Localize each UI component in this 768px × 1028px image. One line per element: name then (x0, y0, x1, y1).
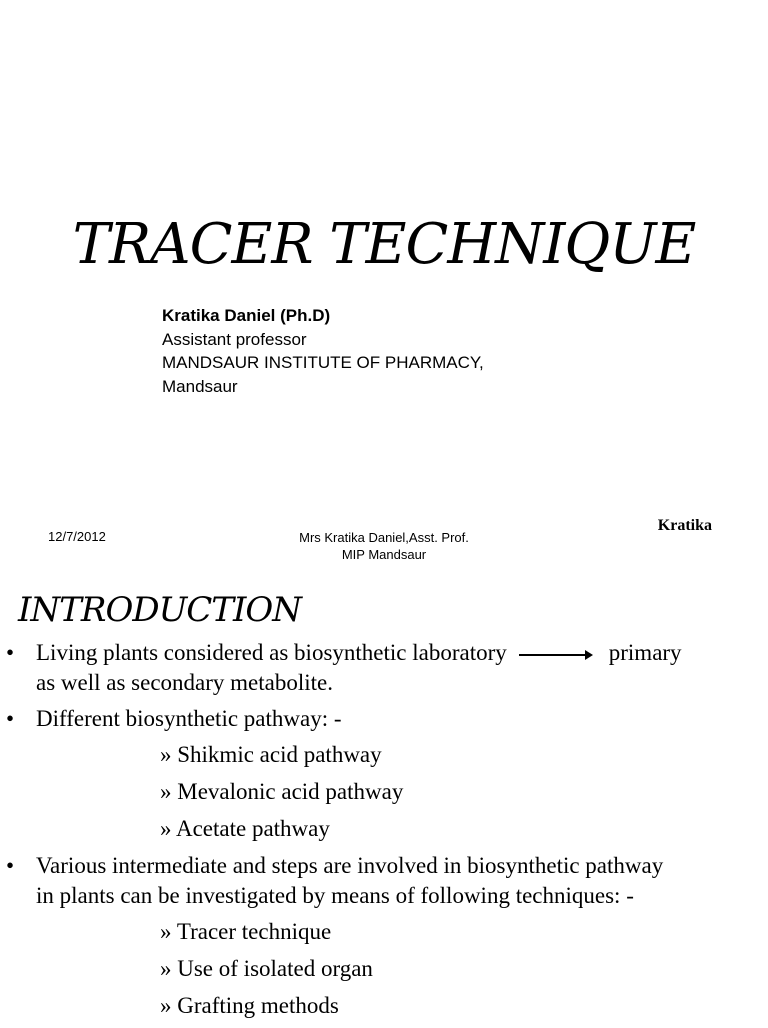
author-name: Kratika Daniel (Ph.D) (162, 306, 331, 325)
bullet-text: Various intermediate and steps are involved in biosynthetic pathway (36, 853, 664, 878)
sub-item-text: Mevalonic acid pathway (177, 779, 404, 804)
author-block (162, 304, 484, 398)
footer-author-line1: Mrs Kratika Daniel,Asst. Prof. (299, 530, 469, 545)
bullet-text: primary (608, 640, 682, 665)
bullet-marker: • (6, 640, 15, 665)
sub-marker: » (160, 919, 172, 944)
bullet-item (0, 704, 768, 734)
bullet-text: Living plants considered as biosynthetic laboratory (36, 640, 507, 665)
sub-item-text: Acetate pathway (175, 816, 330, 841)
slide-title: TRACER TECHNIQUE (72, 212, 696, 277)
sub-item (0, 777, 768, 807)
author-institute: MANDSAUR INSTITUTE OF PHARMACY, (162, 353, 484, 372)
sub-marker: » (160, 993, 172, 1018)
bullet-item (0, 851, 768, 911)
bullet-text: Different biosynthetic pathway: - (36, 706, 342, 731)
bullet-line (36, 638, 744, 668)
sub-item (0, 740, 768, 770)
section-heading: INTRODUCTION (18, 590, 301, 630)
introduction-slide (0, 574, 768, 1024)
sub-item-text: Shikmic acid pathway (177, 742, 382, 767)
sub-item (0, 991, 768, 1021)
sub-item (0, 954, 768, 984)
arrow-right-icon (519, 654, 591, 656)
sub-item-text: Use of isolated organ (177, 956, 373, 981)
sub-item-text: Tracer technique (176, 919, 332, 944)
sub-item (0, 917, 768, 947)
bullet-marker: • (6, 853, 15, 878)
author-city: Mandsaur (162, 376, 238, 396)
bullet-item (0, 638, 768, 698)
bullet-marker: • (6, 706, 15, 731)
sub-item-text: Grafting methods (177, 993, 339, 1018)
sub-item (0, 814, 768, 844)
bullet-text: as well as secondary metabolite. (36, 670, 333, 695)
sub-marker: » (160, 742, 172, 767)
sub-marker: » (160, 779, 172, 804)
footer-name: Kratika (657, 517, 712, 534)
sub-marker: » (160, 816, 172, 841)
bullet-text: in plants can be investigated by means of following techniques: - (36, 883, 634, 908)
slide-content (0, 638, 768, 1028)
footer-author-line2: MIP Mandsaur (341, 547, 427, 562)
author-position: Assistant professor (162, 329, 307, 349)
sub-marker: » (160, 956, 172, 981)
footer-author (234, 529, 534, 563)
footer-date: 12/7/2012 (48, 529, 106, 544)
